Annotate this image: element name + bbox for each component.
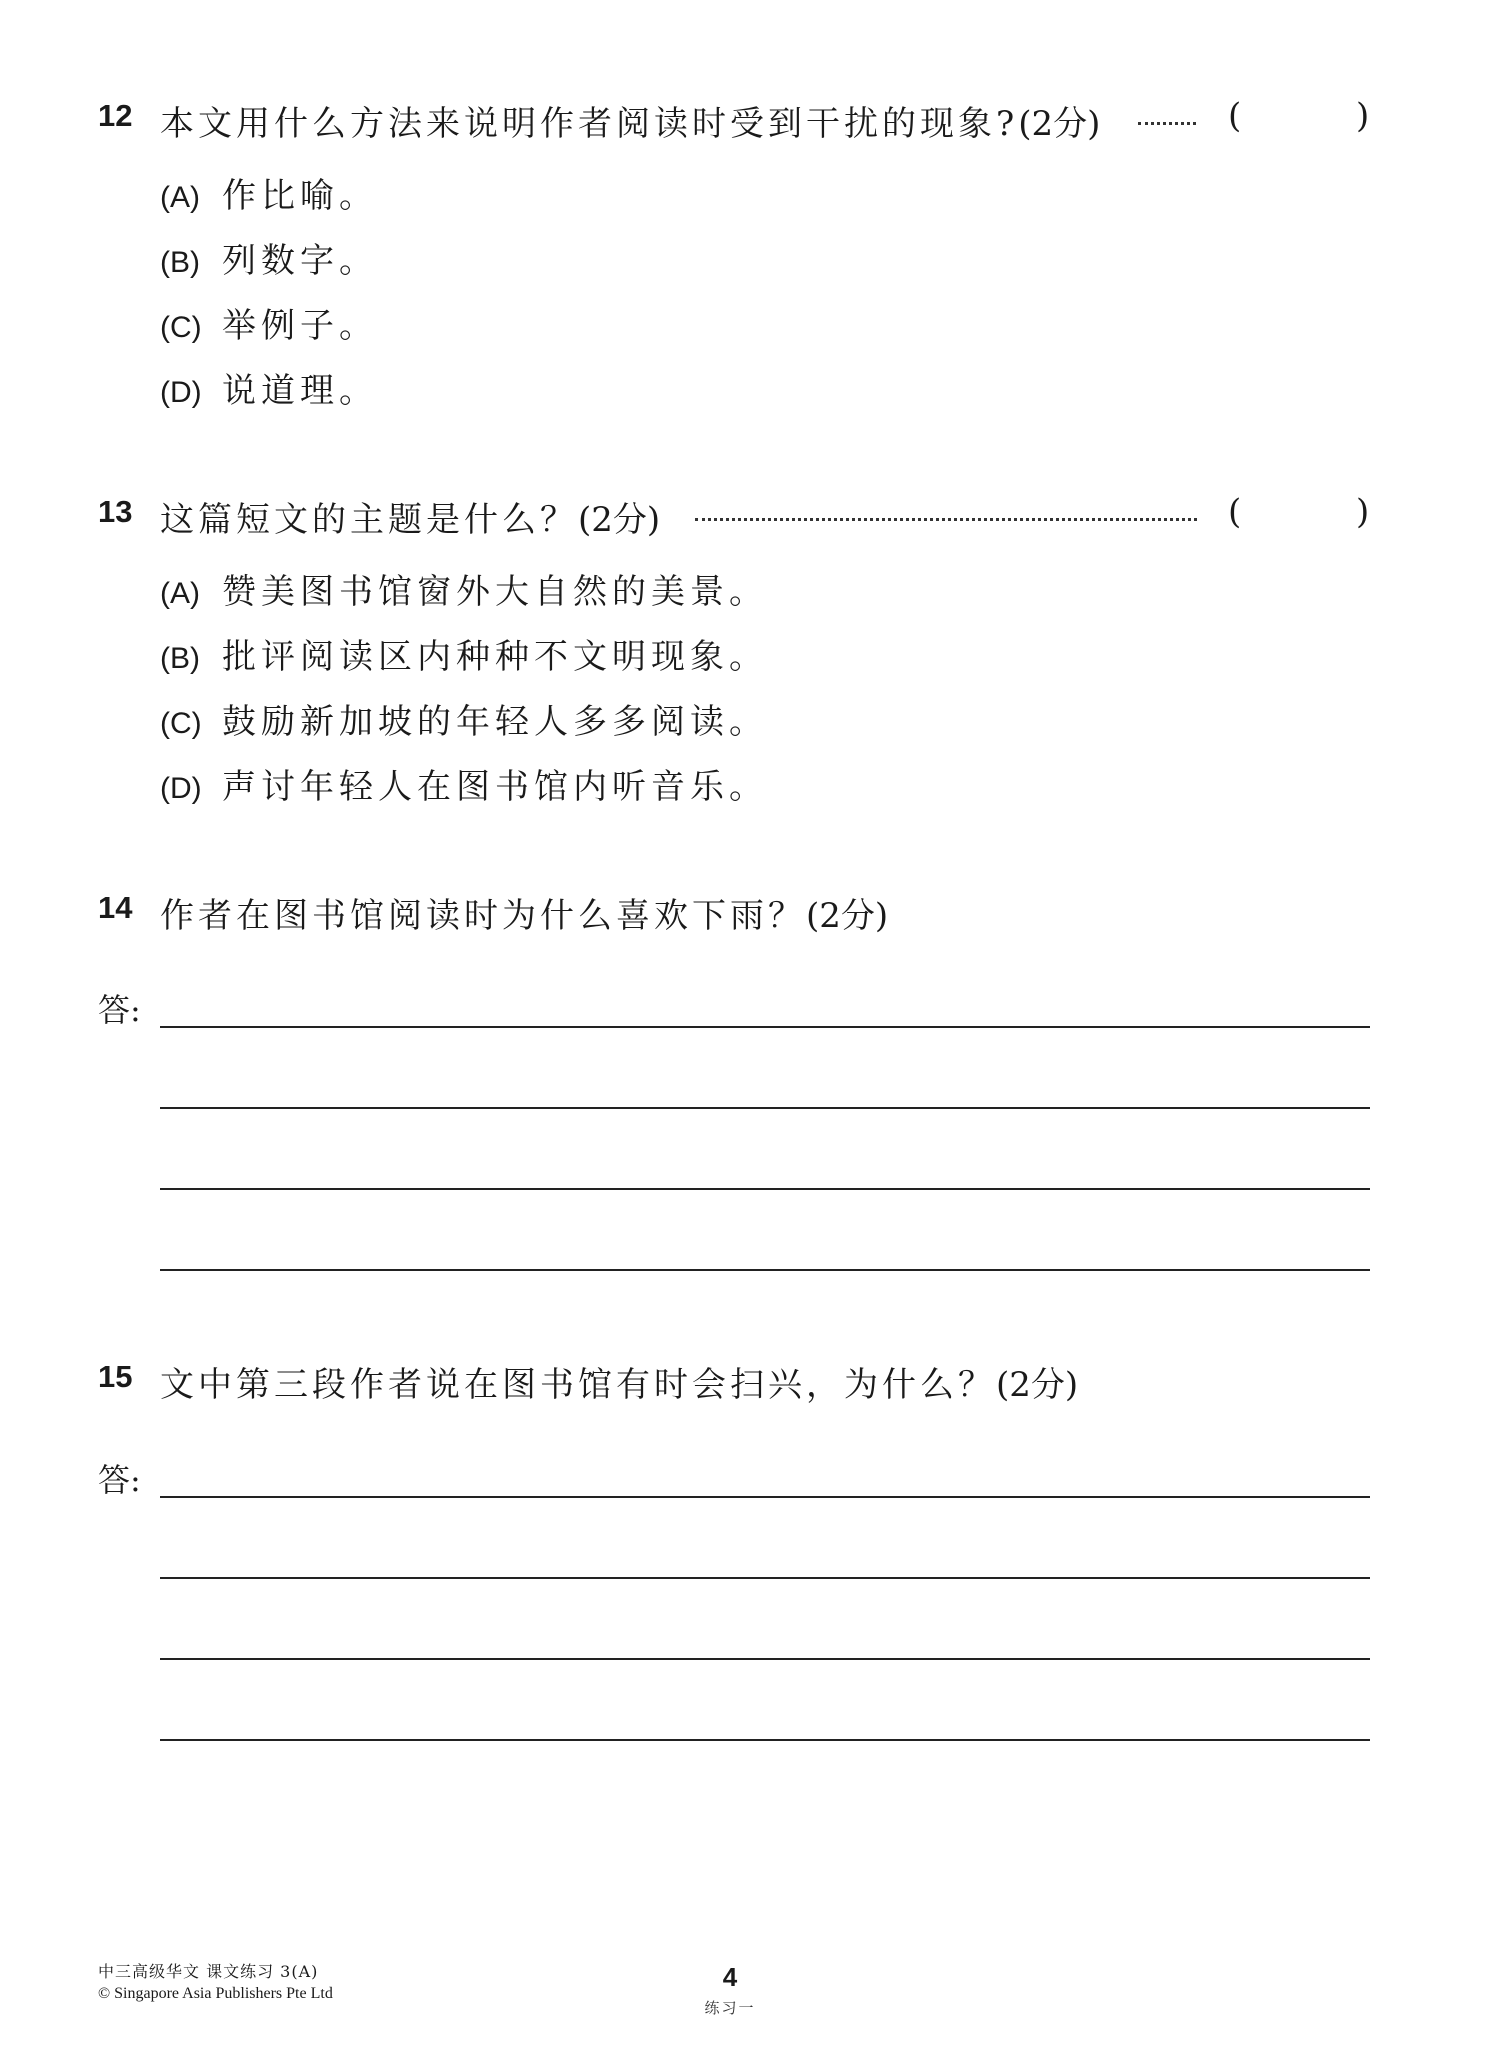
option-letter: (B)	[160, 246, 200, 279]
question-number: 12	[98, 98, 133, 133]
option-letter: (B)	[160, 642, 200, 675]
copyright-notice: © Singapore Asia Publishers Pte Ltd	[98, 1985, 333, 2002]
option-text: 赞美图书馆窗外大自然的美景。	[222, 572, 768, 612]
option-13-b[interactable]	[160, 629, 768, 678]
answer-bracket-open: (	[1228, 492, 1242, 532]
book-series-title: 中三高级华文 课文练习 3(A)	[98, 1962, 319, 1981]
question-text	[160, 96, 1100, 145]
option-letter: (C)	[160, 311, 202, 344]
answer-line[interactable]	[160, 1739, 1370, 1741]
option-letter: (C)	[160, 707, 202, 740]
question-prompt: 这篇短文的主题是什么？	[160, 500, 578, 540]
footer-publisher-info	[98, 1961, 333, 2005]
answer-line[interactable]	[160, 1026, 1370, 1028]
question-marks: (2分)	[996, 1365, 1079, 1405]
option-13-a[interactable]	[160, 564, 768, 613]
answer-bracket-close: )	[1356, 96, 1370, 136]
option-13-c[interactable]	[160, 694, 768, 743]
question-prompt: 作者在图书馆阅读时为什么喜欢下雨？	[160, 896, 806, 936]
option-text: 列数字。	[222, 241, 378, 281]
question-marks: (2分)	[578, 500, 661, 540]
option-12-c[interactable]	[160, 298, 378, 347]
option-letter: (A)	[160, 181, 200, 214]
section-label: 练习一	[704, 1999, 756, 2017]
option-text: 说道理。	[222, 371, 378, 411]
option-text: 声讨年轻人在图书馆内听音乐。	[222, 767, 768, 807]
answer-label: 答:	[98, 1461, 141, 1499]
option-text: 举例子。	[222, 306, 378, 346]
answer-line[interactable]	[160, 1269, 1370, 1271]
answer-line[interactable]	[160, 1496, 1370, 1498]
question-number: 13	[98, 494, 133, 529]
answer-line[interactable]	[160, 1658, 1370, 1660]
question-prompt: 本文用什么方法来说明作者阅读时受到干扰的现象?	[160, 104, 1019, 144]
option-13-d[interactable]	[160, 759, 768, 808]
question-text	[160, 1357, 1078, 1406]
question-number: 14	[98, 890, 133, 925]
answer-bracket-open: (	[1228, 96, 1242, 136]
question-marks: (2分)	[806, 896, 889, 936]
option-12-b[interactable]	[160, 233, 378, 282]
answer-label: 答:	[98, 991, 141, 1029]
option-text: 批评阅读区内种种不文明现象。	[222, 637, 768, 677]
option-letter: (A)	[160, 577, 200, 610]
question-number: 15	[98, 1359, 133, 1394]
answer-line[interactable]	[160, 1188, 1370, 1190]
dot-leader	[695, 518, 1197, 521]
question-prompt: 文中第三段作者说在图书馆有时会扫兴，为什么？	[160, 1365, 996, 1405]
answer-line[interactable]	[160, 1107, 1370, 1109]
dot-leader	[1138, 122, 1196, 125]
answer-line[interactable]	[160, 1577, 1370, 1579]
option-letter: (D)	[160, 772, 202, 805]
option-12-a[interactable]	[160, 168, 378, 217]
answer-bracket-close: )	[1356, 492, 1370, 532]
question-text	[160, 492, 660, 541]
option-12-d[interactable]	[160, 363, 378, 412]
question-marks: (2分)	[1018, 104, 1101, 144]
option-letter: (D)	[160, 376, 202, 409]
page-number: 4	[722, 1962, 738, 1992]
question-text	[160, 888, 888, 937]
option-text: 作比喻。	[222, 176, 378, 216]
option-text: 鼓励新加坡的年轻人多多阅读。	[222, 702, 768, 742]
